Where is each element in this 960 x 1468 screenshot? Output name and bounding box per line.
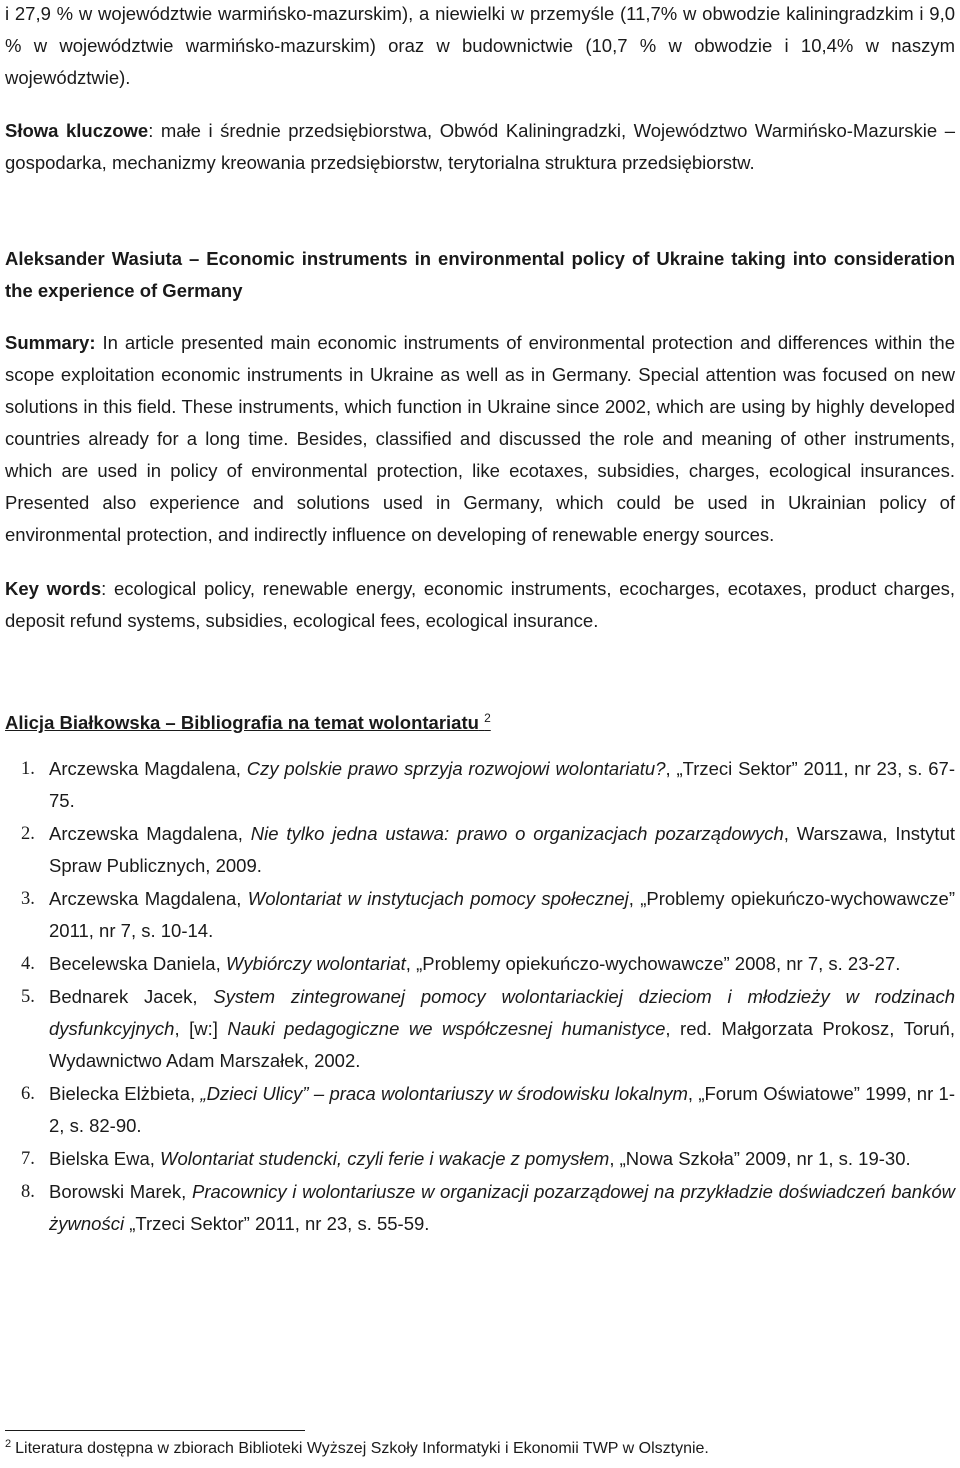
article-title-text: Aleksander Wasiuta – Economic instruments in environmental policy of Ukraine taking into consideration the experience of Germany — [5, 248, 955, 301]
citation-author: Arczewska Magdalena, — [49, 888, 248, 909]
citation-author: Borowski Marek, — [49, 1181, 193, 1202]
intro-paragraph — [5, 0, 955, 94]
citation-title: Wybiórczy wolontariat — [225, 953, 406, 974]
citation-source: , „Trzeci Sektor” 2011, nr 23, s. 67-75. — [49, 758, 955, 811]
list-item — [5, 1176, 955, 1240]
citation-source: , Warszawa, Instytut Spraw Publicznych, 2009. — [49, 823, 955, 876]
citation-title: Pracownicy i wolontariusze w organizacji pozarządowej na przykładzie doświadczeń banków żywności — [49, 1181, 955, 1234]
citation-title: Czy polskie prawo sprzyja rozwojowi wolontariatu? — [246, 758, 666, 779]
footnote-text: Literatura dostępna w zbiorach Biblioteki Wyższej Szkoły Informatyki i Ekonomii TWP w Olsztynie. — [15, 1440, 709, 1457]
citation-source: , „Problemy opiekuńczo-wychowawcze” 2008, nr 7, s. 23-27. — [405, 953, 901, 974]
intro-text: i 27,9 % w województwie warmińsko-mazurskim), a niewielki w przemyśle (11,7% w obwodzie kaliningradzkim i 9,0 % w województwie warmińsko-mazurskim) oraz w budownictwie (10,7 % w obwodzie i 10,4% w naszym województwie). — [5, 3, 955, 88]
list-item-number: 4. — [21, 954, 35, 974]
citation-title: Nie tylko jedna ustawa: prawo o organizacjach pozarządowych — [250, 823, 784, 844]
summary-text: In article presented main economic instruments of environmental protection and differences within the scope exploitation economic instruments in Ukraine as well as in Germany. Special attention was focused on new solutions in this field. These instruments, which function in Ukraine since 2002, which are using by highly developed countries already for a long time. Besides, classified and discussed the role and meaning of other instruments, which are used in policy of environmental protection, like ecotaxes, subsidies, charges, ecological insurances. Presented also experience and solutions used in Germany, which could be used in Ukrainian policy of environmental protection, and indirectly influence on developing of renewable energy sources. — [5, 332, 955, 545]
citation-author: Bielecka Elżbieta, — [49, 1083, 201, 1104]
footnote-reference[interactable]: 2 — [484, 710, 491, 725]
footnote — [5, 1436, 955, 1462]
citation-source: , „Forum Oświatowe” 1999, nr 1-2, s. 82-90. — [49, 1083, 955, 1136]
citation-publisher: , red. Małgorzata Prokosz, Toruń, Wydawnictwo Adam Marszałek, 2002. — [49, 1018, 955, 1071]
list-item — [5, 1143, 955, 1175]
citation-author: Bednarek Jacek, — [49, 986, 214, 1007]
list-item-number: 3. — [21, 889, 35, 909]
summary-label: Summary: — [5, 332, 96, 353]
document-page — [5, 0, 955, 1241]
list-item-number: 5. — [21, 987, 35, 1007]
summary-paragraph — [5, 327, 955, 551]
list-item — [5, 883, 955, 947]
keywords-en-paragraph — [5, 573, 955, 637]
citation-source: , „Problemy opiekuńczo-wychowawcze” 2011, nr 7, s. 10-14. — [49, 888, 955, 941]
citation-title: System zintegrowanej pomocy wolontariackiej dzieciom i młodzieży w rodzinach dysfunkcyjnych — [49, 986, 955, 1039]
list-item-number: 1. — [21, 759, 35, 779]
list-item — [5, 948, 955, 980]
citation-author: Arczewska Magdalena, — [49, 823, 251, 844]
footnote-number: 2 — [5, 1437, 12, 1450]
citation-title: Wolontariat studencki, czyli ferie i wakacje z pomysłem — [160, 1148, 610, 1169]
citation-source: , „Nowa Szkoła” 2009, nr 1, s. 19-30. — [609, 1148, 911, 1169]
list-item — [5, 1078, 955, 1142]
keywords-en-text: : ecological policy, renewable energy, economic instruments, ecocharges, ecotaxes, product charges, deposit refund systems, subsidies, ecological fees, ecological insurance. — [5, 578, 956, 631]
list-item — [5, 981, 955, 1077]
bibliography-list — [5, 753, 955, 1240]
citation-title: „Dzieci Ulicy” – praca wolontariuszy w środowisku lokalnym — [200, 1083, 688, 1104]
bibliography-title-text: Alicja Białkowska – Bibliografia na temat wolontariatu — [5, 712, 479, 733]
citation-title: Wolontariat w instytucjach pomocy społecznej — [247, 888, 629, 909]
citation-source: , [w:] — [174, 1018, 228, 1039]
list-item-number: 7. — [21, 1149, 35, 1169]
citation-author: Bielska Ewa, — [49, 1148, 161, 1169]
list-item — [5, 753, 955, 817]
footnote-separator — [5, 1430, 305, 1431]
list-item — [5, 818, 955, 882]
citation-author: Becelewska Daniela, — [49, 953, 226, 974]
bibliography-title — [5, 707, 955, 739]
article-author-title — [5, 243, 955, 307]
citation-source: „Trzeci Sektor” 2011, nr 23, s. 55-59. — [124, 1213, 430, 1234]
list-item-number: 2. — [21, 824, 35, 844]
citation-author: Arczewska Magdalena, — [49, 758, 247, 779]
citation-book-title: Nauki pedagogiczne we współczesnej humanistyce — [227, 1018, 666, 1039]
keywords-en-label: Key words — [5, 578, 102, 599]
keywords-pl-text: : małe i średnie przedsiębiorstwa, Obwód Kaliningradzki, Województwo Warmińsko-Mazurskie – gospodarka, mechanizmy kreowania przedsiębiorstw, terytorialna struktura przedsiębiorstw. — [5, 120, 955, 173]
list-item-number: 8. — [21, 1182, 35, 1202]
list-item-number: 6. — [21, 1084, 35, 1104]
keywords-pl-label: Słowa kluczowe — [5, 120, 149, 141]
keywords-pl-paragraph — [5, 115, 955, 179]
